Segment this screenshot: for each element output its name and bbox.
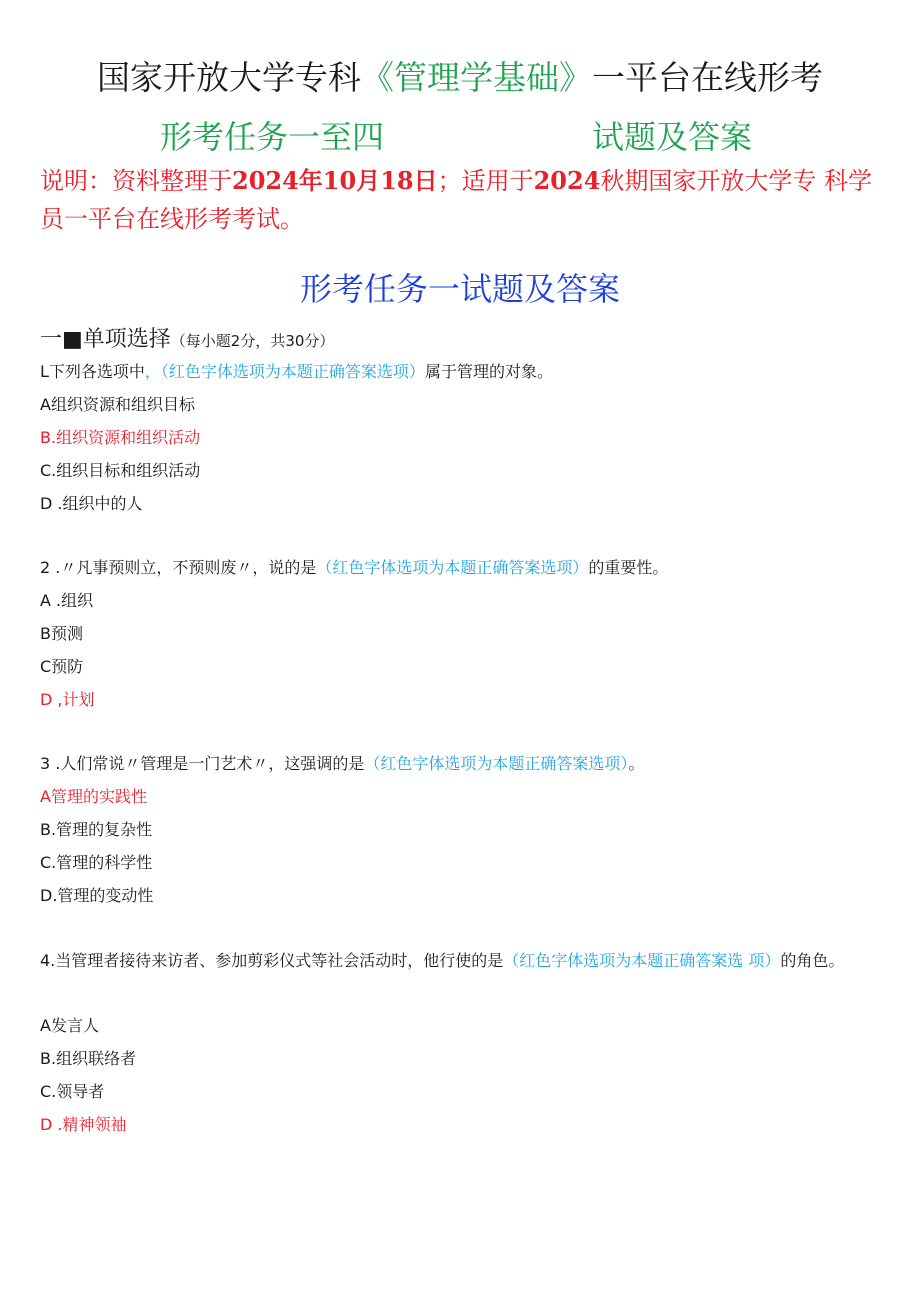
subtitle-right: 试题及答案 — [592, 118, 753, 156]
description-note — [40, 162, 890, 238]
option-3-b: B.管理的复杂性 — [40, 820, 153, 839]
section-title: 形考任务一试题及答案 — [299, 270, 620, 308]
part-heading — [40, 322, 334, 353]
option-4-a: A发言人 — [40, 1016, 99, 1035]
option-4-d-correct: D .精神领袖 — [40, 1115, 127, 1134]
note-text-1: 说明：资料整理于 — [40, 167, 232, 195]
title-course: 《管理学基础》 — [361, 58, 592, 97]
title-suffix: 一平台在线形考 — [592, 58, 823, 97]
answer-hint: （红色字体选项为本题正确答案选 项） — [503, 951, 781, 970]
subtitle-left: 形考任务一至四 — [160, 118, 385, 156]
note-text-3: 秋期国家开放大学专 科学员一平台在线形考考试。 — [40, 167, 873, 233]
question-text-end: 。 — [628, 754, 645, 773]
part-label: 一■单项选择 — [40, 327, 171, 352]
option-1-b-correct: B.组织资源和组织活动 — [40, 428, 201, 447]
option-3-d: D.管理的变动性 — [40, 886, 154, 905]
option-4-c: C.领导者 — [40, 1082, 105, 1101]
option-1-c: C.组织目标和组织活动 — [40, 461, 201, 480]
question-text: 3 .人们常说〃管理是一门艺术〃，这强调的是 — [40, 754, 365, 773]
question-3 — [40, 754, 644, 774]
note-year: 2024 — [533, 166, 601, 195]
answer-hint: （红色字体选项为本题正确答案选项） — [364, 754, 629, 773]
option-2-b: B预测 — [40, 624, 83, 643]
question-1 — [40, 362, 553, 382]
option-3-c: C.管理的科学性 — [40, 853, 153, 872]
note-text-2: ；适用于 — [437, 167, 534, 195]
option-4-b: B.组织联络者 — [40, 1049, 137, 1068]
question-2 — [40, 558, 668, 578]
question-text-end: 属于管理的对象。 — [424, 362, 553, 381]
title-prefix: 国家开放大学专科 — [97, 58, 361, 97]
document-title — [0, 52, 920, 99]
option-2-d-correct: D ,计划 — [40, 690, 95, 709]
note-date: 2024年10月18日 — [232, 166, 438, 195]
part-hint: （每小题2分，共30分） — [170, 332, 335, 350]
option-1-a: A组织资源和组织目标 — [40, 395, 195, 414]
option-3-a-correct: A管理的实践性 — [40, 787, 147, 806]
question-text: L下列各选项中 — [40, 362, 145, 381]
answer-hint: ，（红色字体选项为本题正确答案选项） — [144, 362, 425, 381]
option-2-c: C预防 — [40, 657, 84, 676]
answer-hint: （红色字体选项为本题正确答案选项） — [316, 558, 589, 577]
question-4 — [40, 944, 870, 977]
question-text-end: 的角色。 — [780, 951, 845, 970]
question-text-end: 的重要性。 — [588, 558, 669, 577]
option-1-d: D .组织中的人 — [40, 494, 143, 513]
option-2-a: A .组织 — [40, 591, 94, 610]
question-text: 2 .〃凡事预则立，不预则废〃，说的是 — [40, 558, 317, 577]
question-text: 4.当管理者接待来访者、参加剪彩仪式等社会活动时，他行使的是 — [40, 951, 504, 970]
